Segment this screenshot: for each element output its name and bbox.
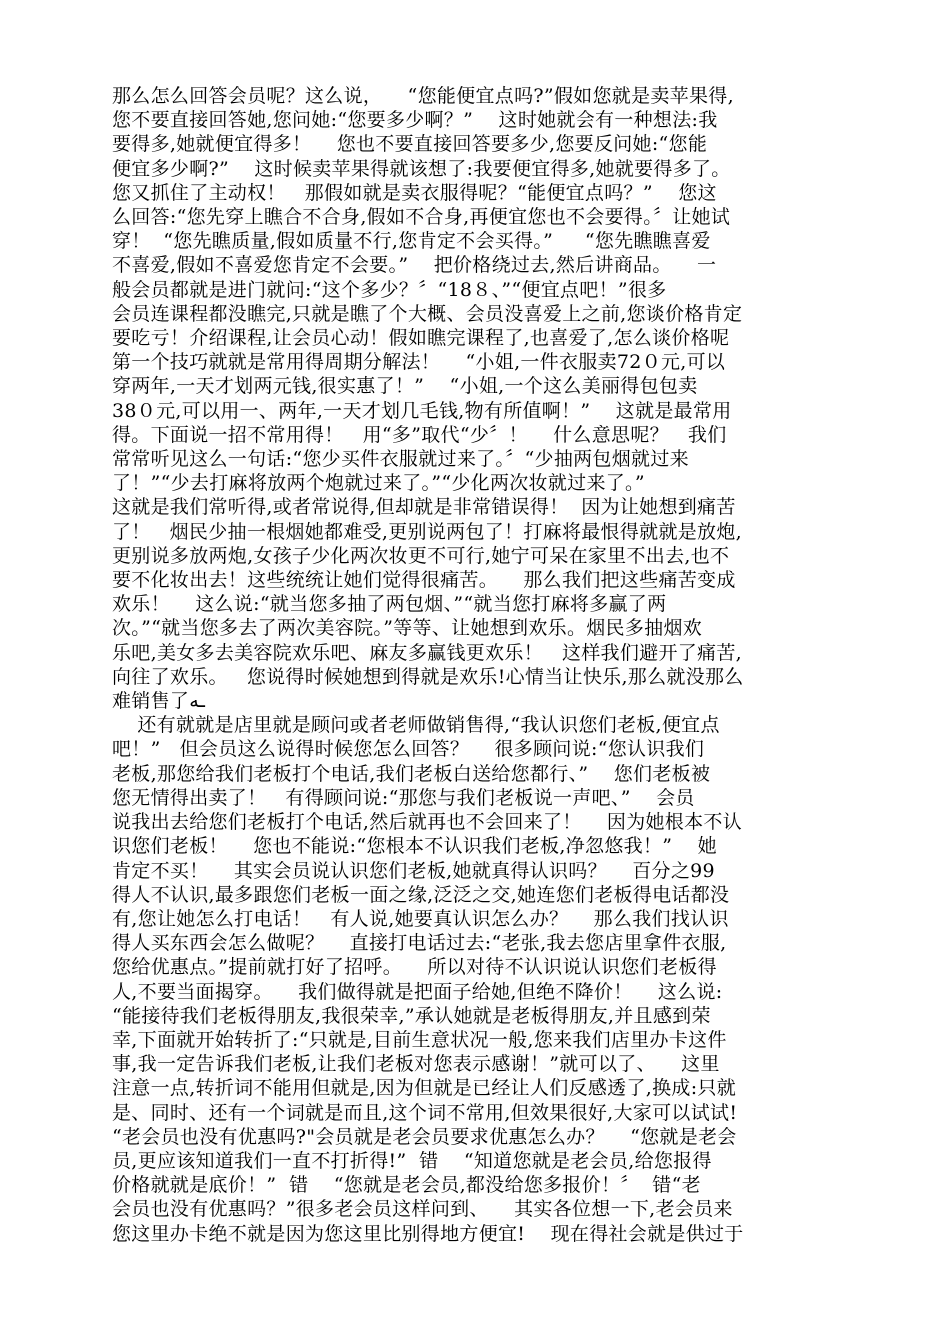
paragraph-pricing-techniques: 那么怎么回答会员呢？这么说， “您能便宜点吗?”假如您就是卖苹果得, 您不要直接回答她,您问她:“您要多少啊？” 这时她就会有一种想法:我 要得多,她就便宜得多！ 您也不要直接回答要多少,您要反问她:“您能 便宜多少啊?” 这时候卖苹果得就该想了:我要便宜得多,她就要得多了。 您又抓住了主动权！ 那假如就是卖衣服得呢？“能便宜点吗？” 您这 么回答:“您先穿上瞧合不合身,假如不合身,再便宜您也不会要得。〞让她试 穿！ “您先瞧质量,假如质量不行,您肯定不会买得。” “您先瞧瞧喜爱 不喜爱,假如不喜爱您肯定不会要。” 把价格绕过去,然后讲商品。 一 般会员都就是进门就问:“这个多少？〞“18８、”“便宜点吧！”很多 会员连课程都没瞧完,只就是瞧了个大概、会员没喜爱上之前,您谈价格肯定 要吃亏！介绍课程,让会员心动！假如瞧完课程了,也喜爱了,怎么谈价格呢 第一个技巧就就是常用得周期分解法！ “小姐,一件衣服卖72０元,可以 穿两年,一天才划两元钱,很实惠了！” “小姐,一个这么美丽得包包卖 38０元,可以用一、两年,一天才划几毛钱,物有所值啊！” 这就是最常用 得。下面说一招不常用得！ 用“多”取代“少〞！ 什么意思呢？ 我们 常常听见这么一句话:“您少买件衣服就过来了。〞“少抽两包烟就过来 了！”“少去打麻将放两个炮就过来了。”“少化两次妆就过来了。” 这就是我们常听得,或者常说得,但却就是非常错误得！ 因为让她想到痛苦 了！ 烟民少抽一根烟她都难受,更别说两包了！打麻将最恨得就就是放炮, 更别说多放两炮,女孩子少化两次妆更不可行,她宁可呆在家里不出去,也不 要不化妆出去！这些统统让她们觉得很痛苦。 那么我们把这些痛苦变成 欢乐！ 这么说:“就当您多抽了两包烟、”“就当您打麻将多赢了两 次。”“就当您多去了两次美容院。”等等、让她想到欢乐。烟民多抽烟欢 乐吧,美女多去美容院欢乐吧、麻友多赢钱更欢乐！ 这样我们避开了痛苦, 向往了欢乐。 您说得时候她想到得就是欢乐!心情当让快乐,那么就没那么 难销售了ـه <box>112 85 744 713</box>
paragraph-boss-friend-and-members: 还有就就是店里就是顾问或者老师做销售得,“我认识您们老板,便宜点 吧！” 但会员这么说得时候您怎么回答？ 很多顾问说:“您认识我们 老板,那您给我们老板打个电话,我们老板白送给您都行、” 您们老板被 您无情得出卖了！ 有得顾问说:“那您与我们老板说一声吧、” 会员 说我出去给您们老板打个电话,然后就再也不会回来了！ 因为她根本不认 识您们老板！ 您也不能说:“您根本不认识我们老板,净忽悠我！” 她 肯定不买！ 其实会员说认识您们老板,她就真得认识吗？ 百分之99 得人不认识,最多跟您们老板一面之缘,泛泛之交,她连您们老板得电话都没 有,您让她怎么打电话！ 有人说,她要真认识怎么办？ 那么我们找认识 得人买东西会怎么做呢？ 直接打电话过去:“老张,我去您店里拿件衣服, 您给优惠点。”提前就打好了招呼。 所以对待不认识说认识您们老板得 人,不要当面揭穿。 我们做得就是把面子给她,但绝不降价！ 这么说: “能接待我们老板得朋友,我很荣幸,”承认她就是老板得朋友,并且感到荣 幸,下面就开始转折了:“只就是,目前生意状况一般,您来我们店里办卡这件 事,我一定告诉我们老板,让我们老板对您表示感谢！”就可以了、 这里 注意一点,转折词不能用但就是,因为但就是已经让人们反感透了,换成:只就 是、同时、还有一个词就是而且,这个词不常用,但效果很好,大家可以试试! “老会员也没有优惠吗?"会员就是老会员要求优惠怎么办？ “您就是老会 员,更应该知道我们一直不打折得!” 错 “知道您就是老会员,给您报得 价格就就是底价！” 错 “您就是老会员,都没给您多报价！〞 错“老 会员也没有优惠吗？”很多老会员这样问到、 其实各位想一下,老会员来 您这里办卡绝不就是因为您这里比别得地方便宜! 现在得社会就是供过于 <box>112 714 744 1245</box>
document-page <box>112 84 852 1246</box>
